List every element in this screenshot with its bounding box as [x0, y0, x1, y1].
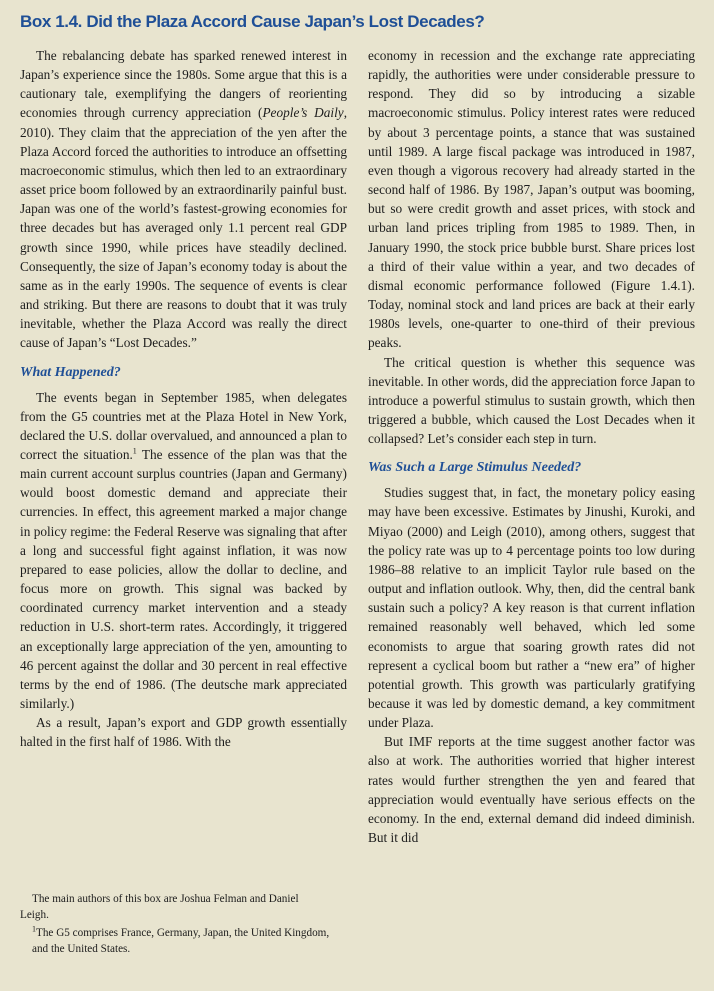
footnotes — [20, 892, 330, 957]
paragraph: Studies suggest that, in fact, the monetary policy easing may have been excessive. Estimates by Jinushi, Kuroki, and Miyao (2000) and Leigh (2010), among others, suggest that the policy rate was up to 4 percentage points too low during 1986–88 relative to an implicit Taylor rule based on the output and inflation outlook. Why, then, did the central bank sustain such a policy? A key reason is that current inflation remained reasonably well behaved, which led some economists to argue that soaring growth rates did not represent a cyclical boom but rather a “new era” of higher potential growth. This growth was particularly gratifying because it was led by domestic demand, a key commitment under Plaza. — [368, 485, 695, 731]
section-heading-what-happened: What Happened? — [20, 364, 121, 380]
footnote-number: 1 — [32, 924, 36, 934]
section-heading-stimulus: Was Such a Large Stimulus Needed? — [368, 460, 582, 476]
footnote-text: The G5 comprises France, Germany, Japan, the United Kingdom, and the United States. — [32, 927, 330, 955]
text-run: , 2010). They claim that the appreciation of the yen after the Plaza Accord forced the authorities to introduce an offsetting macroeconomic stimulus, which then led to an extraordinary asset price boom followed by an extraordinarily painful bust. Japan was one of the world’s fastest-growing economies for three decades but has averaged only 1.1 percent real GDP growth since 1990, while prices have steadily declined. Consequently, the size of Japan’s economy today is about the same as in the early 1990s. The sequence of events is clear and striking. But there are reasons to doubt that it was truly inevitable, whether the Plaza Accord was really the direct cause of Japan’s “Lost Decades.” — [20, 105, 348, 351]
right-column — [368, 46, 695, 847]
citation-title: People’s Daily — [262, 105, 344, 121]
footnote-marker: 1 — [132, 446, 137, 456]
footnote-1 — [20, 926, 330, 957]
paragraph: The critical question is whether this sequence was inevitable. In other words, did the appreciation force Japan to introduce a powerful stimulus to sustain growth, which then triggered a bubble, which caused the Lost Decades when it collapsed? Let’s consider each step in turn. — [368, 354, 695, 447]
text-run: The rebalancing debate has sparked renewed interest in Japan’s experience since the 1980s. Some argue that this is a cautionary tale, exemplifying the dangers of reorienting economies through currency appreciation ( — [20, 48, 347, 121]
box-title: Box 1.4. Did the Plaza Accord Cause Japan’s Lost Decades? — [20, 12, 485, 31]
paragraph — [20, 46, 347, 353]
text-run: The essence of the plan was that the main current account surplus countries (Japan and Germany) would boost domestic demand and appreciate their currencies. In effect, this agreement marked a major change in policy regime: the Federal Reserve was signaling that after a long and successful fight against inflation, it was now prepared to ease policies, allow the dollar to decline, and focus more on growth. This signal was backed by coordinated currency market intervention and a steady reduction in U.S. short-term rates. Accordingly, it triggered an exceptionally large appreciation of the yen, amounting to 46 percent against the dollar and 30 percent in real effective terms by the end of 1986. (The deutsche mark appreciated similarly.) — [20, 446, 347, 711]
paragraph: But IMF reports at the time suggest another factor was also at work. The authorities worried that higher interest rates would further strengthen the yen and feared that appreciation would eventually have serious effects on the economy. In the end, external demand did indeed diminish. But it did — [368, 734, 695, 846]
footnote-authors: The main authors of this box are Joshua Felman and Daniel Leigh. — [20, 893, 299, 921]
paragraph: As a result, Japan’s export and GDP growth essentially halted in the first half of 1986. With the — [20, 715, 347, 750]
text-run: The events began in September 1985, when delegates from the G5 countries met at the Plaza Hotel in New York, declared the U.S. dollar overvalued, and announced a plan to correct the situation. — [20, 389, 347, 462]
left-column — [20, 46, 347, 751]
paragraph: economy in recession and the exchange rate appreciating rapidly, the authorities were under considerable pressure to respond. They did so by introducing a sizable macroeconomic stimulus. Policy interest rates were reduced by about 3 percentage points, a stance that was sustained until 1989. A large fiscal package was introduced in 1987, even though a vigorous recovery had already started in the second half of 1986. By 1987, Japan’s output was booming, but so were credit growth and asset prices, with stock and urban land prices tripling from 1985 to 1989. Then, in January 1990, the stock price bubble burst. Share prices lost a third of their value within a year, and two decades of dismal economic performance followed (Figure 1.4.1). Today, nominal stock and land prices are back at their early 1980s levels, one-quarter to one-third of their previous peaks. — [368, 48, 695, 351]
paragraph — [20, 388, 347, 714]
